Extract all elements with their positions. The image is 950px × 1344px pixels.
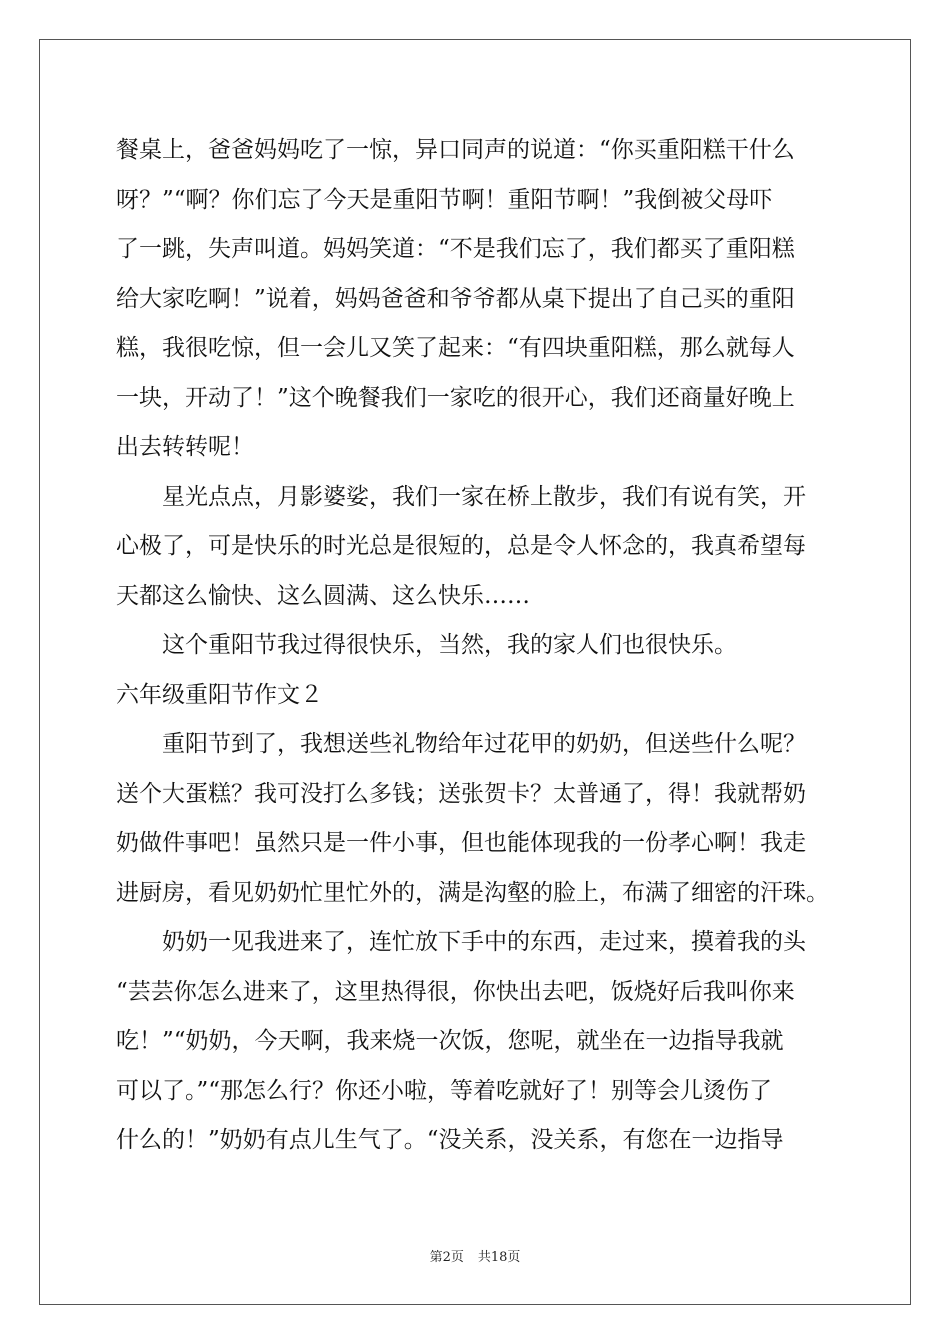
paragraph-start-line: 星光点点，月影婆娑，我们一家在桥上散步，我们有说有笑，开 bbox=[162, 483, 806, 510]
text-line: 出去转转呢！ bbox=[116, 434, 254, 460]
text-line: 糕，我很吃惊，但一会儿又笑了起来：“有四块重阳糕，那么就每人 bbox=[116, 335, 795, 361]
text-line: “芸芸你怎么进来了，这里热得很，你快出去吧，饭烧好后我叫你来 bbox=[116, 978, 795, 1005]
text-line: 什么的！”奶奶有点儿生气了。“没关系，没关系，有您在一边指导 bbox=[116, 1127, 784, 1153]
text-line: 呀？”“啊？你们忘了今天是重阳节啊！重阳节啊！”我倒被父母吓 bbox=[116, 186, 773, 213]
text-line: 了一跳，失声叫道。妈妈笑道：“不是我们忘了，我们都买了重阳糕 bbox=[116, 236, 795, 262]
text-line: 可以了。”“那怎么行？你还小啦，等着吃就好了！别等会儿烫伤了 bbox=[116, 1077, 773, 1104]
text-line: 天都这么愉快、这么圆满、这么快乐…… bbox=[116, 582, 530, 609]
paragraph-start-line: 这个重阳节我过得很快乐，当然，我的家人们也很快乐。 bbox=[162, 632, 737, 658]
page-footer bbox=[0, 1246, 950, 1265]
paragraph-start-line: 重阳节到了，我想送些礼物给年过花甲的奶奶，但送些什么呢？ bbox=[162, 731, 806, 757]
text-line: 一块，开动了！”这个晚餐我们一家吃的很开心，我们还商量好晚上 bbox=[116, 384, 795, 411]
paragraph-start-line: 奶奶一见我进来了，连忙放下手中的东西，走过来，摸着我的头 bbox=[162, 929, 806, 955]
text-line: 心极了，可是快乐的时光总是很短的，总是令人怀念的，我真希望每 bbox=[116, 533, 806, 559]
document-body bbox=[116, 126, 840, 1166]
page-total: 共18页 bbox=[477, 1250, 521, 1265]
text-line: 送个大蛋糕？我可没打么多钱；送张贺卡？太普通了，得！我就帮奶 bbox=[116, 780, 806, 807]
text-line: 餐桌上，爸爸妈妈吃了一惊，异口同声的说道：“你买重阳糕干什么 bbox=[116, 137, 795, 163]
text-line: 进厨房，看见奶奶忙里忙外的，满是沟壑的脸上，布满了细密的汗珠。 bbox=[116, 879, 829, 906]
text-line: 奶做件事吧！虽然只是一件小事，但也能体现我的一份孝心啊！我走 bbox=[116, 830, 806, 856]
text-line: 给大家吃啊！”说着，妈妈爸爸和爷爷都从桌下提出了自己买的重阳 bbox=[116, 285, 795, 312]
text-line: 吃！”“奶奶，今天啊，我来烧一次饭，您呢，就坐在一边指导我就 bbox=[116, 1028, 784, 1054]
section-heading: 六年级重阳节作文２ bbox=[116, 681, 323, 708]
page-number: 第2页 bbox=[429, 1250, 464, 1265]
